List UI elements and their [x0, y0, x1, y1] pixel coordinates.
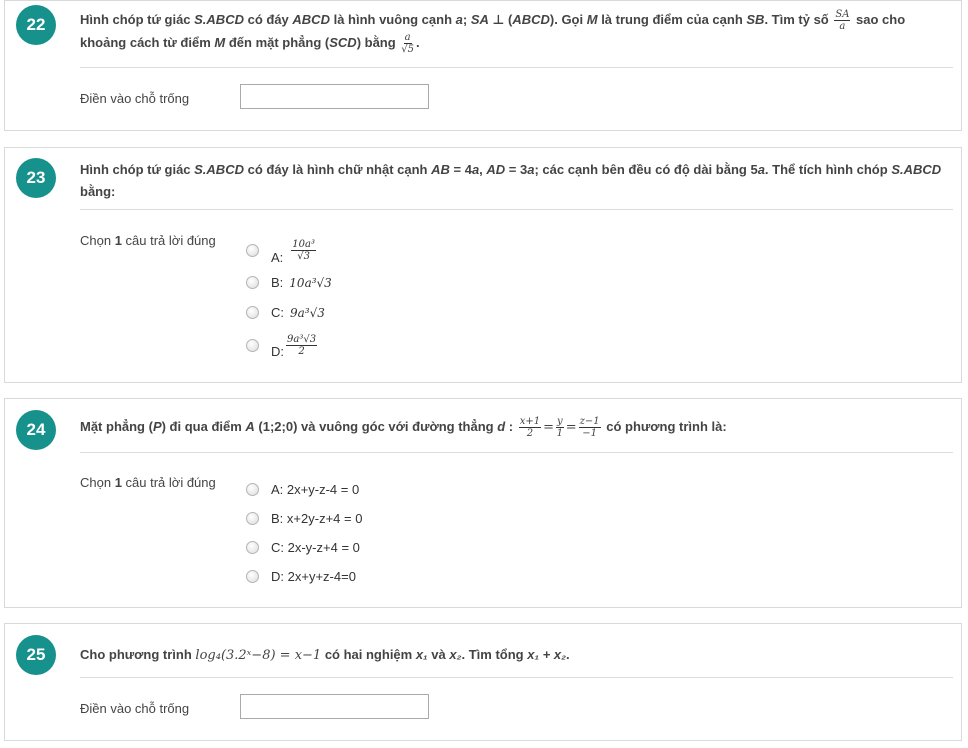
option-letter: B: — [271, 275, 284, 290]
option-c[interactable] — [246, 305, 325, 320]
question-text: Hình chóp tứ giác S.ABCD có đáy là hình chữ nhật cạnh AB = 4a, AD = 3a; các cạnh bên đều có độ dài bằng 5a. Thể tích hình chóp S.ABCD bằng: — [80, 162, 942, 199]
option-b[interactable] — [246, 275, 332, 290]
divider — [80, 209, 953, 210]
question-card-24 — [4, 398, 962, 608]
answer-input[interactable] — [240, 84, 429, 109]
choose-instruction: Chọn 1 câu trả lời đúng — [80, 475, 216, 490]
option-d[interactable] — [246, 332, 319, 359]
option-text: C: 2x-y-z+4 = 0 — [271, 540, 360, 555]
fraction: $\frac{z-1}{-1}$ — [579, 416, 600, 440]
question-card-25 — [4, 623, 962, 741]
question-number-badge: 23 — [16, 158, 56, 198]
fill-in-label: Điền vào chỗ trống — [80, 91, 190, 106]
question-number-badge: 22 — [16, 5, 56, 45]
divider — [80, 67, 953, 68]
option-letter: D: — [271, 344, 284, 359]
question-text: Hình chóp tứ giác S.ABCD có đáy ABCD là hình vuông cạnh a; SA ⊥ (ABCD). Gọi M là trung điểm của cạnh SB. Tìm tỷ số $\frac{SA}{a}$ sao cho khoảng cách từ điểm M đến mặt phẳng (SCD) bằng $\frac{a}{√5}$ . — [80, 9, 906, 56]
question-card-23 — [4, 147, 962, 383]
fraction-a-over-sqrt5: $\frac{a}{√5}$ — [401, 32, 415, 56]
divider — [80, 677, 953, 678]
fraction: $\frac{y}{1}$ — [556, 416, 564, 440]
answer-input[interactable] — [240, 694, 429, 719]
option-value: 10a³√3 — [289, 275, 332, 290]
radio-button[interactable] — [246, 570, 259, 583]
option-fraction: $\frac{\text{9a³√3}}{2}$ — [287, 334, 317, 357]
choose-instruction: Chọn 1 câu trả lời đúng — [80, 233, 216, 248]
radio-button[interactable] — [246, 512, 259, 525]
option-letter: C: — [271, 305, 284, 320]
option-a[interactable] — [246, 482, 359, 497]
radio-button[interactable] — [246, 339, 259, 352]
question-card-22 — [4, 0, 962, 131]
option-letter: A: — [271, 250, 284, 265]
radio-button[interactable] — [246, 483, 259, 496]
option-b[interactable] — [246, 511, 362, 526]
option-a[interactable] — [246, 236, 318, 265]
question-number-badge: 25 — [16, 635, 56, 675]
radio-button[interactable] — [246, 276, 259, 289]
option-text: D: 2x+y+z-4=0 — [271, 569, 356, 584]
fill-in-label: Điền vào chỗ trống — [80, 701, 190, 716]
option-value: 9a³√3 — [290, 305, 325, 320]
radio-button[interactable] — [246, 306, 259, 319]
option-fraction: $\frac{\text{10a³}}{√3}$ — [292, 239, 315, 262]
fraction: $\frac{x+1}{2}$ — [519, 416, 541, 440]
equation: log₄(3.2ˣ−8) = x−1 — [195, 648, 322, 663]
question-number-badge: 24 — [16, 410, 56, 450]
radio-button[interactable] — [246, 541, 259, 554]
fraction-sa-over-a: $\frac{SA}{a}$ — [835, 9, 850, 33]
divider — [80, 452, 953, 453]
option-c[interactable] — [246, 540, 360, 555]
question-text: Mặt phẳng (P) đi qua điểm A (1;2;0) và vuông góc với đường thẳng d : $\frac{x+1}{2}$ = $\frac{y}{1}$ = $\frac{z-1}{-1}$ có phương trình là: — [80, 416, 727, 440]
option-text: A: 2x+y-z-4 = 0 — [271, 482, 360, 497]
option-d[interactable] — [246, 569, 356, 584]
question-text: Cho phương trình log₄(3.2ˣ−8) = x−1 có hai nghiệm x₁ và x₂. Tìm tổng x₁ + x₂. — [80, 647, 570, 663]
option-text: B: x+2y-z+4 = 0 — [271, 511, 363, 526]
radio-button[interactable] — [246, 244, 259, 257]
